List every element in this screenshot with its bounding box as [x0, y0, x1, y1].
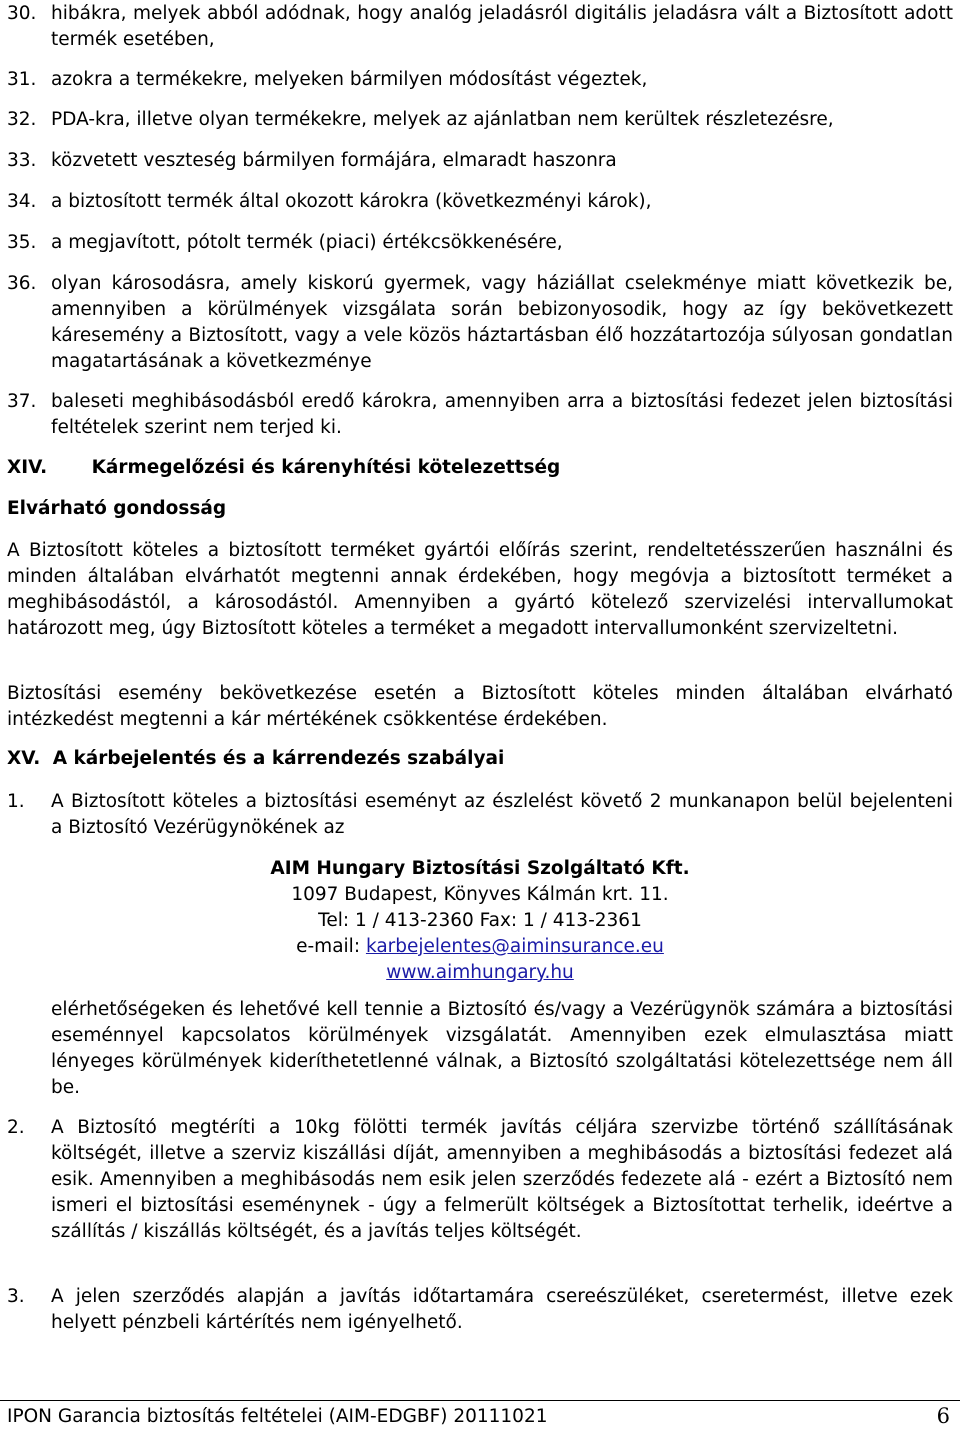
list-number: 3.	[7, 1286, 25, 1307]
list-text: A jelen szerződés alapján a javítás időtartamára csereészüléket, cseretermést, illetve ezek helyett pénzbeli kártérítés nem igényelhető.	[51, 1286, 953, 1333]
section-number: XV.	[7, 748, 41, 769]
company-web-line	[0, 960, 960, 986]
list-number: 37.	[7, 391, 37, 412]
list-item-34	[7, 189, 953, 215]
section-heading-xv	[7, 746, 504, 772]
list-item-33	[7, 148, 953, 174]
list-text: baleseti meghibásodásból eredő károkra, amennyiben arra a biztosítási fedezet jelen biztosítási feltételek szerint nem terjed ki.	[51, 391, 953, 438]
contact-block	[0, 856, 960, 986]
list-text: A Biztosított köteles a biztosítási eseményt az észlelést követő 2 munkanapon belül bejelenteni a Biztosító Vezérügynökének az	[51, 791, 953, 838]
list-item-31	[7, 67, 953, 93]
list-item-30	[7, 1, 953, 53]
list-number: 31.	[7, 69, 37, 90]
paragraph-item1-continued: elérhetőségeken és lehetővé kell tennie a Biztosító és/vagy a Vezérügynök számára a biztosítási eseménnyel kapcsolatos körülmények vizsgálatát. Amennyiben ezek elmulasztása miatt lényeges körülmények kideríthetetlenné válnak, a Biztosító szolgáltatási kötelezettsége nem áll be.	[51, 999, 953, 1098]
list-text: a megjavított, pótolt termék (piaci) értékcsökkenésére,	[51, 232, 563, 253]
list-text: közvetett veszteség bármilyen formájára, elmaradt haszonra	[51, 150, 617, 171]
list-number: 36.	[7, 273, 37, 294]
company-name: AIM Hungary Biztosítási Szolgáltató Kft.	[270, 858, 690, 879]
company-address: 1097 Budapest, Könyves Kálmán krt. 11.	[291, 884, 669, 905]
list-item-2	[7, 1115, 953, 1245]
page-number: 6	[936, 1404, 950, 1428]
paragraph-diligence: A Biztosított köteles a biztosított terméket gyártói előírás szerint, rendeltetésszerűen használni és minden általában elvárhatót megtenni annak érdekében, hogy megóvja a biztosított terméket a meghibásodástól, a károsodástól. Amennyiben a gyártó kötelező szervizelési intervallumokat határozott meg, úgy Biztosított köteles a terméket a megadott intervallumonként szervizeltetni.	[7, 540, 953, 639]
section-heading-xiv	[7, 455, 560, 481]
list-text: a biztosított termék által okozott károkra (következményi károk),	[51, 191, 652, 212]
website-link[interactable]: www.aimhungary.hu	[386, 962, 574, 983]
list-number: 2.	[7, 1117, 25, 1138]
list-text: azokra a termékekre, melyeken bármilyen módosítást végeztek,	[51, 69, 648, 90]
paragraph-mitigation: Biztosítási esemény bekövetkezése esetén a Biztosított köteles minden általában elvárható intézkedést megtenni a kár mértékének csökkentése érdekében.	[7, 683, 953, 730]
list-text: hibákra, melyek abból adódnak, hogy analóg jeladásról digitális jeladásra vált a Biztosított adott termék esetében,	[51, 3, 953, 50]
email-link[interactable]: karbejelentes@aiminsurance.eu	[365, 936, 664, 957]
company-email-line	[0, 934, 960, 960]
list-text: A Biztosító megtéríti a 10kg fölötti termék javítás céljára szervizbe történő szállításának költségét, illetve a szerviz kiszállási díját, amennyiben a meghibásodás a biztosítási fedezet alá esik. Amennyiben a meghibásodás nem esik jelen szerződés fedezete alá - ezért a Biztosító nem ismeri el biztosítási eseménynek - úgy a felmerült költségek a Biztosítottat terhelik, ideértve a szállítás / kiszállás költségét, és a javítás teljes költségét.	[51, 1117, 953, 1242]
email-label: e-mail:	[296, 936, 366, 957]
company-phone: Tel: 1 / 413-2360 Fax: 1 / 413-2361	[318, 910, 642, 931]
list-number: 35.	[7, 232, 37, 253]
list-item-32	[7, 107, 953, 133]
list-number: 34.	[7, 191, 37, 212]
list-number: 30.	[7, 3, 37, 24]
list-item-1	[7, 789, 953, 841]
list-item-3	[7, 1284, 953, 1336]
section-title: Kármegelőzési és kárenyhítési kötelezettség	[91, 457, 561, 478]
list-item-37	[7, 389, 953, 441]
section-title: A kárbejelentés és a kárrendezés szabályai	[52, 748, 505, 769]
subheading: Elvárható gondosság	[7, 498, 227, 519]
section-number: XIV.	[7, 457, 48, 478]
list-number: 32.	[7, 109, 37, 130]
list-text: olyan károsodásra, amely kiskorú gyermek, vagy háziállat cselekménye miatt következik be, amennyiben a körülmények vizsgálata során bebizonyosodik, hogy az így bekövetkezett káresemény a Biztosított, vagy a vele közös háztartásban élő hozzátartozója súlyosan gondatlan magatartásának a következménye	[51, 273, 953, 372]
footer-divider	[0, 1400, 960, 1401]
list-text: PDA-kra, illetve olyan termékekre, melyek az ajánlatban nem kerültek részletezésre,	[51, 109, 834, 130]
list-number: 33.	[7, 150, 37, 171]
list-item-36	[7, 271, 953, 375]
list-item-35	[7, 230, 953, 256]
list-number: 1.	[7, 791, 25, 812]
footer-title: IPON Garancia biztosítás feltételei (AIM-EDGBF) 20111021	[7, 1406, 548, 1427]
